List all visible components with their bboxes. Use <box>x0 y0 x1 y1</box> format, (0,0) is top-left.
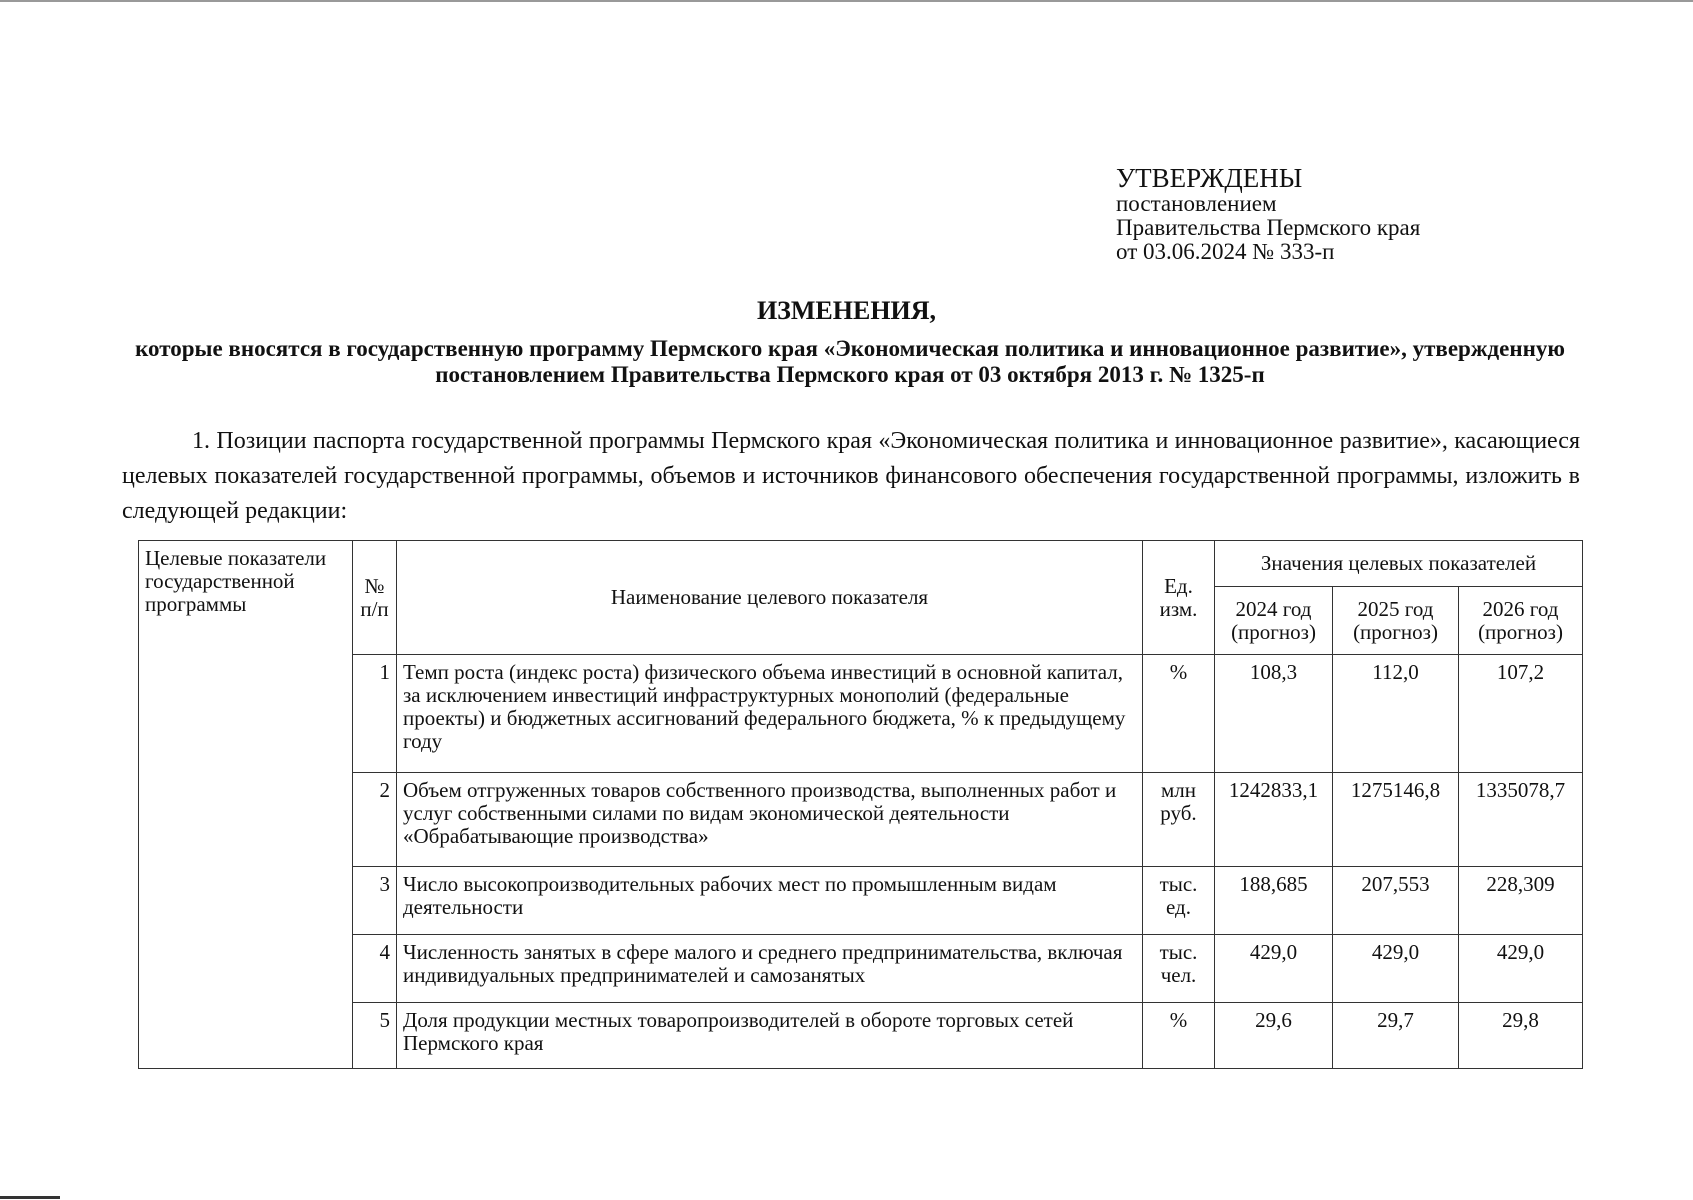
approval-line-3: от 03.06.2024 № 333-п <box>1116 239 1335 264</box>
row-value-2024: 429,0 <box>1215 935 1333 1003</box>
row-value-2024: 188,685 <box>1215 867 1333 935</box>
row-value-2026: 228,309 <box>1459 867 1583 935</box>
row-number: 4 <box>353 935 397 1003</box>
approval-line-2: Правительства Пермского края <box>1116 215 1421 240</box>
table-header-row-1 <box>139 541 1583 587</box>
approval-stamp <box>1116 164 1420 264</box>
table-row <box>139 655 1583 773</box>
row-unit: % <box>1143 655 1215 773</box>
scan-edge-mark <box>0 1196 60 1199</box>
row-indicator-name: Объем отгруженных товаров собственного производства, выполненных работ и услуг собственными силами по видам экономической деятельности «Обрабатывающие производства» <box>397 773 1143 867</box>
row-number: 1 <box>353 655 397 773</box>
table-row <box>139 867 1583 935</box>
header-values-group: Значения целевых показателей <box>1215 541 1583 587</box>
table-row <box>139 935 1583 1003</box>
row-unit: тыс. ед. <box>1143 867 1215 935</box>
header-number: № п/п <box>353 541 397 655</box>
table-row <box>139 1003 1583 1069</box>
document-title: ИЗМЕНЕНИЯ, <box>756 296 937 325</box>
row-value-2025: 29,7 <box>1333 1003 1459 1069</box>
row-unit: млн руб. <box>1143 773 1215 867</box>
row-unit: тыс. чел. <box>1143 935 1215 1003</box>
scan-top-edge <box>0 0 1693 2</box>
row-number: 3 <box>353 867 397 935</box>
document-subtitle: которые вносятся в государственную программу Пермского края «Экономическая политика и инновационное развитие», утвержденную постановлением Правительства Пермского края от 03 октября 2013 г. № 1325-п <box>135 336 1565 387</box>
header-unit: Ед. изм. <box>1143 541 1215 655</box>
approval-line-1: постановлением <box>1116 191 1277 216</box>
row-indicator-name: Доля продукции местных товаропроизводителей в обороте торговых сетей Пермского края <box>397 1003 1143 1069</box>
header-name: Наименование целевого показателя <box>397 541 1143 655</box>
header-2026: 2026 год (прогноз) <box>1459 587 1583 655</box>
row-value-2025: 112,0 <box>1333 655 1459 773</box>
row-value-2026: 107,2 <box>1459 655 1583 773</box>
row-value-2025: 429,0 <box>1333 935 1459 1003</box>
intro-paragraph: 1. Позиции паспорта государственной программы Пермского края «Экономическая политика и инновационное развитие», касающиеся целевых показателей государственной программы, объемов и источников финансового обеспечения государственной программы, изложить в следующей редакции: <box>122 428 1580 524</box>
row-value-2025: 1275146,8 <box>1333 773 1459 867</box>
row-value-2024: 108,3 <box>1215 655 1333 773</box>
row-unit: % <box>1143 1003 1215 1069</box>
indicators-table <box>138 540 1583 1069</box>
row-value-2026: 429,0 <box>1459 935 1583 1003</box>
row-indicator-name: Темп роста (индекс роста) физического объема инвестиций в основной капитал, за исключением инвестиций инфраструктурных монополий (федеральные проекты) и бюджетных ассигнований федерального бюджета, % к предыдущему году <box>397 655 1143 773</box>
row-number: 5 <box>353 1003 397 1069</box>
row-value-2024: 1242833,1 <box>1215 773 1333 867</box>
row-value-2025: 207,553 <box>1333 867 1459 935</box>
row-value-2024: 29,6 <box>1215 1003 1333 1069</box>
row-indicator-name: Число высокопроизводительных рабочих мест по промышленным видам деятельности <box>397 867 1143 935</box>
section-label-cell <box>139 541 353 1069</box>
approval-title: УТВЕРЖДЕНЫ <box>1116 163 1303 193</box>
header-2025: 2025 год (прогноз) <box>1333 587 1459 655</box>
header-2024: 2024 год (прогноз) <box>1215 587 1333 655</box>
row-number: 2 <box>353 773 397 867</box>
row-value-2026: 29,8 <box>1459 1003 1583 1069</box>
row-indicator-name: Численность занятых в сфере малого и среднего предпринимательства, включая индивидуальных предпринимателей и самозанятых <box>397 935 1143 1003</box>
section-label: Целевые показатели государственной программы <box>145 546 327 616</box>
row-value-2026: 1335078,7 <box>1459 773 1583 867</box>
table-row <box>139 773 1583 867</box>
